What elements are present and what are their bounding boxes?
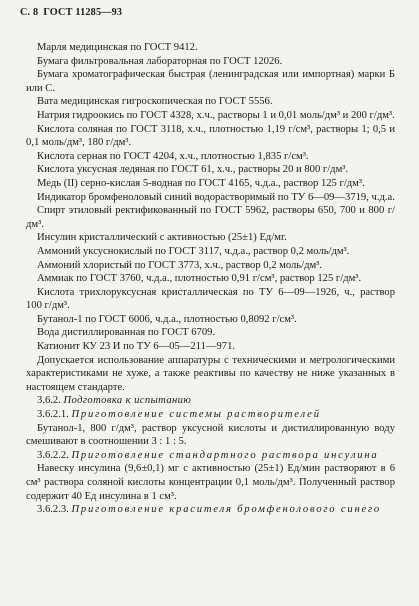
paragraph: Индикатор бромфеноловый синий водорастворимый по ТУ 6—09—3719, ч.д.а. [37,191,395,203]
paragraph: Вода дистиллированная по ГОСТ 6709. [37,327,216,339]
page-header [20,7,395,18]
section-text: Бутанол-1, 800 г/дм³, раствор уксусной кислоты и дистиллированную воду смешивают в соотношении 3 : 1 : 5. [26,422,395,448]
paragraph: Вата медицинская гигроскопическая по ГОСТ 5556. [37,96,273,108]
section-number: 3.6.2.3. [37,504,69,516]
paragraph: Бумага фильтровальная лабораторная по ГОСТ 12026. [37,55,283,67]
paragraph: Аммиак по ГОСТ 3760, ч.д.а., плотностью 0,91 г/см³, раствор 125 г/дм³. [37,273,362,285]
paragraph: Инсулин кристаллический с активностью (25±1) Ед/мг. [37,232,287,244]
paragraph: Допускается использование аппаратуры с техническими и метрологическими характеристиками не хуже, а также реактивы по качеству не ниже указанных в настоящем стандарте. [26,354,395,393]
paragraph: Бутанол-1 по ГОСТ 6006, ч.д.а., плотностью 0,8092 г/см³. [37,313,297,325]
paragraph: Марля медицинская по ГОСТ 9412. [37,42,198,53]
section-number: 3.6.2.2. [37,449,69,461]
paragraph: Бумага хроматографическая быстрая (ленинградская или импортная) марки Б или С. [26,69,395,94]
section-heading [26,394,395,408]
section-heading [26,503,395,517]
paragraph: Аммоний уксуснокислый по ГОСТ 3117, ч.д.а., раствор 0,2 моль/дм³. [37,245,350,257]
section-title: Подготовка к испытанию [63,395,192,407]
section-heading [26,449,395,463]
paragraph: Катионит КУ 23 И по ТУ 6—05—211—971. [37,341,236,353]
section-title: Приготовление красителя бромфенолового синего [71,504,382,516]
paragraph: Аммоний хлористый по ГОСТ 3773, х.ч., раствор 0,2 моль/дм³. [37,259,323,271]
paragraph: Спирт этиловый ректификованный по ГОСТ 5962, растворы 650, 700 и 800 г/дм³. [26,205,395,230]
section-heading [26,408,395,422]
section-number: 3.6.2. [37,395,61,407]
paragraph: Кислота соляная по ГОСТ 3118, х.ч., плотностью 1,19 г/см³, растворы 1; 0,5 и 0,1 моль/дм³, 180 г/дм³. [26,123,395,149]
standard-code: ГОСТ 11285—93 [43,7,123,18]
section-title: Приготовление системы растворителей [71,409,321,421]
reagent-list [26,41,395,394]
paragraph: Медь (II) серно-кислая 5-водная по ГОСТ 4165, ч.д.а., раствор 125 г/дм³. [37,177,365,189]
page-number: С. 8 [20,7,39,18]
paragraph: Кислота трихлоруксусная кристаллическая по ТУ 6—09—1926, ч., раствор 100 г/дм³. [26,286,395,312]
section-text: Навеску инсулина (9,6±0,1) мг с активностью (25±1) Ед/мин растворяют в 6 см³ раствора соляной кислоты концентрации 0,1 моль/дм³. Полученный раствор содержит 40 Ед инсулина в 1 см³. [26,463,395,502]
paragraph: Кислота серная по ГОСТ 4204, х.ч., плотностью 1,835 г/см³. [37,150,309,162]
section-title: Приготовление стандартного раствора инсулина [71,449,379,461]
paragraph: Натрия гидроокись по ГОСТ 4328, х.ч., растворы 1 и 0,01 моль/дм³ и 200 г/дм³. [37,109,395,121]
paragraph: Кислота уксусная ледяная по ГОСТ 61, х.ч., растворы 20 и 800 г/дм³. [37,164,349,176]
section-number: 3.6.2.1. [37,409,69,421]
